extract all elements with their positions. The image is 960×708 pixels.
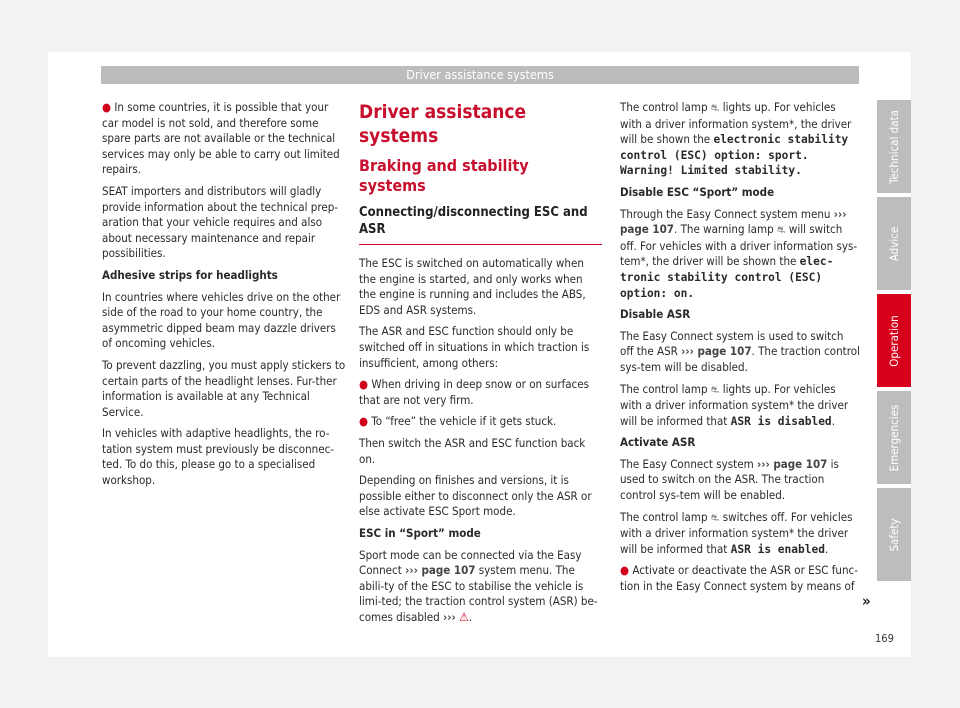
- paragraph: The ASR and ESC function should only be switched off in situations in which traction is insufficient, among others:: [359, 324, 590, 370]
- page-link[interactable]: ››› page 107: [620, 206, 847, 237]
- bullet-item: ● Activate or deactivate the ASR or ESC func-tion in the Easy Connect system by means of: [620, 563, 858, 594]
- paragraph: The Easy Connect system is used to switch off the ASR ››› page 107. The traction control sys-tem will be disabled.: [620, 328, 860, 374]
- paragraph: In vehicles with adaptive headlights, the ro-tation system must previously be disconnec-ted. To do this, please go to a specialised workshop.: [102, 426, 335, 488]
- esc-lamp-icon: ⛐: [710, 384, 720, 396]
- esc-lamp-icon: ⛐: [710, 103, 720, 114]
- paragraph: In countries where vehicles drive on the other side of the road to your home country, the asymmetric dipped beam may dazzle drivers of oncoming vehicles.: [102, 289, 341, 351]
- column-2: [359, 100, 599, 631]
- tab-advice[interactable]: Advice: [877, 197, 911, 290]
- paragraph: Sport mode can be connected via the Easy Connect ››› page 107 system menu. The abili-ty of the ESC to stabilise the vehicle is limi-ted; the traction control system (ASR) be-comes disabled ››› ⚠.: [359, 547, 598, 624]
- paragraph: The ESC is switched on automatically when the engine is started, and only works when the engine is running and includes the ABS, EDS and ASR systems.: [359, 256, 586, 317]
- paragraph: The control lamp ⛐ lights up. For vehicles with a driver information system* the driver will be informed that ASR is disabled.: [620, 381, 849, 428]
- page-link[interactable]: ››› page 107: [756, 456, 828, 471]
- esc-lamp-icon: ⛐: [710, 512, 720, 524]
- subheading: Disable ESC “Sport” mode: [620, 184, 775, 199]
- page-link[interactable]: ››› page 107: [405, 563, 476, 578]
- page-number: 169: [875, 632, 894, 645]
- paragraph: ● In some countries, it is possible that your car model is not sold, and therefore some spare parts are not available or the technical services may only be able to carry out limited repairs.: [102, 100, 340, 177]
- paragraph: The Easy Connect system ››› page 107 is used to switch on the ASR. The traction control sys-tem will be enabled.: [620, 456, 839, 503]
- running-header: Driver assistance systems: [101, 66, 859, 84]
- subheading: Activate ASR: [620, 435, 696, 450]
- continue-arrow-icon: »: [862, 592, 871, 610]
- tab-technical-data[interactable]: Technical data: [877, 100, 911, 193]
- paragraph: Depending on finishes and versions, it is possible either to disconnect only the ASR or else activate ESC Sport mode.: [359, 473, 592, 519]
- bullet-icon: ●: [359, 377, 369, 392]
- bullet-icon: ●: [359, 414, 369, 429]
- warning-triangle-icon: ⚠: [459, 609, 469, 624]
- bullet-icon: ●: [102, 100, 112, 114]
- subheading: Disable ASR: [620, 307, 691, 322]
- paragraph: SEAT importers and distributors will gladly provide information about the technical prep-aration that your vehicle requires and also about necessary maintenance and repair possibilities.: [102, 183, 339, 261]
- bullet-icon: ●: [620, 563, 630, 578]
- subheading: Adhesive strips for headlights: [102, 267, 278, 282]
- section-heading: Connecting/disconnecting ESC and ASR: [359, 205, 588, 237]
- paragraph: The control lamp ⛐ switches off. For vehicles with a driver information system* the driver will be informed that ASR is enabled.: [620, 509, 853, 556]
- tab-emergencies[interactable]: Emergencies: [877, 391, 911, 484]
- tab-operation[interactable]: Operation: [877, 294, 911, 387]
- warning-link[interactable]: ›››: [442, 609, 456, 624]
- column-3: [620, 100, 860, 601]
- section-heading-wrap: [359, 204, 602, 245]
- subheading: ESC in “Sport” mode: [359, 525, 481, 540]
- chapter-title: Driver assistance systems: [359, 101, 527, 147]
- paragraph: Through the Easy Connect system menu ››› page 107. The warning lamp ⛐ will switch off. For vehicles with a driver information sys-tem*, the driver will be shown the elec-tronic stability control (ESC) option: on.: [620, 206, 858, 300]
- tab-safety[interactable]: Safety: [877, 488, 911, 581]
- paragraph: To prevent dazzling, you must apply stickers to certain parts of the headlight lenses. Fur-ther information is available at any Technical Service.: [102, 357, 346, 419]
- bullet-item: ● To “free” the vehicle if it gets stuck.: [359, 414, 557, 429]
- bullet-item: ● When driving in deep snow or on surfaces that are not very firm.: [359, 377, 589, 407]
- section-title: Braking and stability systems: [359, 156, 529, 195]
- paragraph: The control lamp ⛐ lights up. For vehicles with a driver information system*, the driver will be shown the electronic stability control (ESC) option: sport. Warning! Limited stability.: [620, 100, 852, 178]
- page-link[interactable]: ››› page 107: [681, 344, 752, 359]
- column-1: [102, 100, 347, 495]
- paragraph: Then switch the ASR and ESC function back on.: [359, 435, 586, 466]
- esc-lamp-icon: ⛐: [776, 225, 786, 237]
